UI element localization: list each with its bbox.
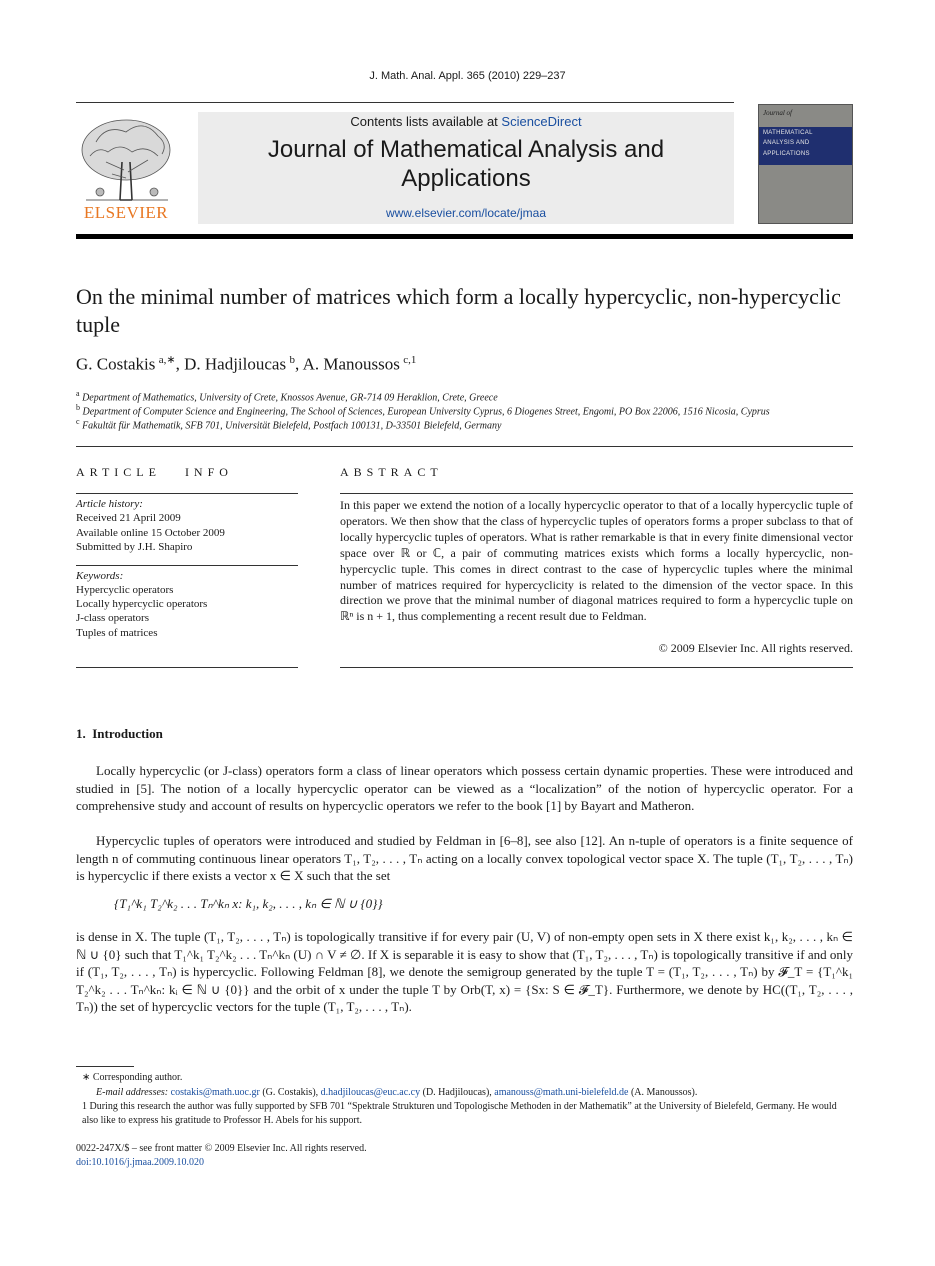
author-marks: b: [289, 354, 295, 366]
article-info-divider: [76, 493, 298, 494]
top-divider: [76, 102, 734, 103]
article-info-divider: [76, 667, 298, 668]
body-paragraph: Locally hypercyclic (or J-class) operators form a class of linear operators which possess certain dynamic properties. These were introduced and studied in [5]. The notion of a locally hypercyclic operator can be viewed as a “localization” of the notion of hypercyclic operator. For a comprehensive study and account of results on hypercyclic operators we refer to the book [1] by Bayart and Matheron.: [76, 763, 853, 814]
keyword-item[interactable]: Tuples of matrices: [76, 627, 158, 639]
header-thick-rule: [76, 234, 853, 239]
cover-title-line: MATHEMATICAL: [763, 130, 813, 136]
footnote-funding: 1 During this research the author was fully supported by SFB 701 “Spektrale Strukturen und Topologische Methoden in der Mathematik” at the University of Bielefeld, Germany. He would also like to express his gratitude to Professor H. Abels for his support.: [82, 1101, 837, 1126]
author-marks: a,∗: [158, 354, 176, 366]
footnote-divider: [76, 1066, 134, 1067]
elsevier-wordmark: ELSEVIER: [83, 203, 169, 222]
contents-prefix: Contents lists available at: [350, 114, 502, 129]
author-name[interactable]: A. Manoussos: [302, 354, 400, 374]
journal-url-link[interactable]: www.elsevier.com/locate/jmaa: [385, 206, 547, 220]
keyword-item[interactable]: J-class operators: [76, 612, 150, 624]
section-divider: [76, 446, 853, 447]
history-item: Submitted by J.H. Shapiro: [76, 541, 193, 553]
footnote-corresponding: ∗ Corresponding author.: [82, 1072, 183, 1083]
body-paragraph: Hypercyclic tuples of operators were introduced and studied by Feldman in [6–8], see also [12]. An n-tuple of operators is a finite sequence of length n of commuting continuous linear operators T₁, T₂, . . . , Tₙ acting on a locally convex topological vector space X. The tuple (T₁, T₂, . . . , Tₙ) is hypercyclic if there exists a vector x ∈ X such that the set: [76, 833, 853, 884]
cover-title-line: APPLICATIONS: [763, 151, 810, 157]
affiliation-text: Department of Mathematics, University of Crete, Knossos Avenue, GR-714 09 Heraklion, Crete, Greece: [82, 392, 498, 404]
affiliation-mark: a: [76, 389, 80, 398]
article-info-divider: [76, 565, 298, 566]
cover-heading: Journal of: [763, 109, 792, 117]
article-info-label: ARTICLE INFO: [76, 465, 233, 479]
footnote-emails: [76, 1086, 853, 1100]
sciencedirect-link[interactable]: ScienceDirect: [501, 114, 582, 129]
abstract-label: ABSTRACT: [340, 465, 443, 479]
email-owner: (D. Hadjiloucas),: [420, 1087, 495, 1098]
journal-title: Journal of Mathematical Analysis and Applications: [267, 136, 665, 192]
email-label: E-mail addresses:: [96, 1087, 171, 1098]
affiliation-mark: c: [76, 417, 80, 426]
author-list: G. Costakis $^{a,∗}$, D. Hadjiloucas $^b$, A. Manoussos $^{c,1}$: [76, 354, 417, 374]
display-formula: {T₁^k₁ T₂^k₂ . . . Tₙ^kₙ x: k₁, k₂, . . . , kₙ ∈ ℕ ∪ {0}}: [114, 896, 383, 911]
abstract-divider: [340, 493, 853, 494]
journal-cover-thumbnail: [758, 104, 853, 224]
article-title: On the minimal number of matrices which form a locally hypercyclic, non-hypercyclic tuple: [76, 284, 841, 337]
email-link[interactable]: costakis@math.uoc.gr: [170, 1087, 260, 1098]
issn-line: 0022-247X/$ – see front matter © 2009 Elsevier Inc. All rights reserved.: [76, 1143, 367, 1154]
keyword-item[interactable]: Hypercyclic operators: [76, 584, 174, 596]
affiliation-text: Department of Computer Science and Engineering, The School of Sciences, European University Cyprus, 6 Diogenes Street, Engomi, PO Box 22006, 1516 Nicosia, Cyprus: [82, 406, 770, 418]
section-heading: 1. Introduction: [76, 726, 163, 741]
history-item: Available online 15 October 2009: [76, 527, 225, 539]
author-name[interactable]: G. Costakis: [76, 354, 156, 374]
journal-citation: J. Math. Anal. Appl. 365 (2010) 229–237: [369, 70, 566, 82]
keyword-item[interactable]: Locally hypercyclic operators: [76, 598, 208, 610]
abstract-divider: [340, 667, 853, 668]
affiliation: [76, 389, 498, 403]
author-marks: c,1: [403, 354, 417, 366]
contents-line: [198, 114, 734, 129]
keywords-label: Keywords:: [76, 570, 124, 582]
email-owner: (G. Costakis),: [259, 1087, 321, 1098]
copyright-notice: © 2009 Elsevier Inc. All rights reserved.: [658, 641, 853, 655]
cover-title-line: ANALYSIS AND: [763, 140, 810, 146]
abstract-text: In this paper we extend the notion of a locally hypercyclic operator to that of a locally hypercyclic tuple of operators. We then show that the class of hypercyclic tuples of operators forms a proper subclass to that of locally hypercyclic tuples of operators. What is rather remarkable is that in every finite dimensional vector space over ℝ or ℂ, a pair of commuting matrices exists which forms a locally hypercyclic, non-hypercyclic tuple. This comes in direct contrast to the case of hypercyclic tuples where the minimal number of matrices required for hypercyclicity is related to the dimension of the vector space. In this direction we prove that the minimal number of diagonal matrices required to form a hypercyclic tuple on ℝⁿ is n + 1, thus complementing a recent result due to Feldman.: [340, 498, 853, 624]
email-link[interactable]: amanouss@math.uni-bielefeld.de: [494, 1087, 629, 1098]
history-label: Article history:: [76, 498, 143, 510]
affiliation-mark: b: [76, 403, 80, 412]
email-owner: (A. Manoussos).: [628, 1087, 698, 1098]
affiliation-text: Fakultät für Mathematik, SFB 701, Universität Bielefeld, Postfach 100131, D-33501 Bielefeld, Germany: [82, 420, 502, 432]
author-name[interactable]: D. Hadjiloucas: [184, 354, 287, 374]
body-paragraph: is dense in X. The tuple (T₁, T₂, . . . , Tₙ) is topologically transitive if for every pair (U, V) of non-empty open sets in X there exist k₁, k₂, . . . , kₙ ∈ ℕ ∪ {0} such that T₁^k₁ T₂^k₂ . . . Tₙ^kₙ (U) ∩ V ≠ ∅. If X is separable it is easy to show that (T₁, T₂, . . . , Tₙ) is topologically transitive if and only if (T₁, T₂, . . . , Tₙ) is hypercyclic. Following Feldman [8], we denote the semigroup generated by the tuple T = (T₁, T₂, . . . , Tₙ) by 𝓕_T = {T₁^k₁ T₂^k₂ . . . Tₙ^kₙ: kᵢ ∈ ℕ ∪ {0}} and the orbit of x under the tuple T by Orb(T, x) = {Sx: S ∈ 𝓕_T}. Furthermore, we denote by HC((T₁, T₂, . . . , Tₙ)) the set of hypercyclic vectors for the tuple (T₁, T₂, . . . , Tₙ).: [76, 929, 853, 1015]
front-matter: [76, 1142, 367, 1170]
email-link[interactable]: d.hadjiloucas@euc.ac.cy: [320, 1087, 421, 1098]
affiliation: [76, 417, 501, 431]
doi-link[interactable]: doi:10.1016/j.jmaa.2009.10.020: [76, 1157, 205, 1168]
history-item: Received 21 April 2009: [76, 512, 181, 524]
affiliation: [76, 403, 770, 417]
